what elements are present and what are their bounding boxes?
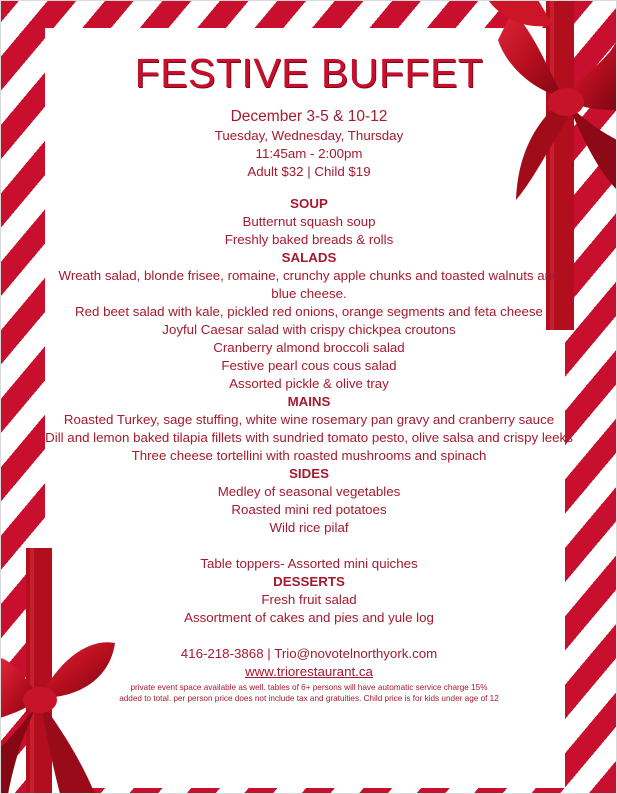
menu-item: Roasted mini red potatoes bbox=[231, 502, 387, 517]
menu-item: Wreath salad, blonde frisee, romaine, crunchy apple chunks and toasted walnuts and blue cheese. bbox=[58, 268, 560, 301]
menu-item: Festive pearl cous cous salad bbox=[221, 358, 397, 373]
menu-item: Wild rice pilaf bbox=[269, 520, 349, 535]
menu-item: Dill and lemon baked tilapia fillets with sundried tomato pesto, olive salsa and crispy leeks bbox=[45, 430, 573, 445]
footnote: private event space available as well. tables of 6+ persons will have automatic service charge 15% added to total. per person price does not include tax and gratuities. Child price is for kids under age of 12 bbox=[119, 683, 499, 703]
menu-item: Roasted Turkey, sage stuffing, white wine rosemary pan gravy and cranberry sauce bbox=[63, 412, 555, 427]
menu-item: Cranberry almond broccoli salad bbox=[213, 340, 405, 355]
section-heading-soup: SOUP bbox=[290, 196, 328, 211]
section-heading-desserts: DESSERTS bbox=[273, 574, 345, 589]
menu-item: Joyful Caesar salad with crispy chickpea croutons bbox=[162, 322, 456, 337]
section-heading-sides: SIDES bbox=[289, 466, 329, 481]
menu-item: Fresh fruit salad bbox=[261, 592, 357, 607]
website-link[interactable]: www.triorestaurant.ca bbox=[245, 664, 373, 679]
menu-item: Freshly baked breads & rolls bbox=[224, 232, 394, 247]
event-dates: December 3-5 & 10-12 bbox=[230, 108, 388, 125]
menu-content bbox=[45, 48, 573, 704]
menu-item: Butternut squash soup bbox=[242, 214, 376, 229]
menu-item: Three cheese tortellini with roasted mushrooms and spinach bbox=[131, 448, 487, 463]
menu-item: Assortment of cakes and pies and yule log bbox=[184, 610, 434, 625]
menu-item: Red beet salad with kale, pickled red onions, orange segments and feta cheese bbox=[75, 304, 543, 319]
event-price: Adult $32 | Child $19 bbox=[247, 164, 371, 179]
event-time: 11:45am - 2:00pm bbox=[255, 146, 363, 161]
event-days: Tuesday, Wednesday, Thursday bbox=[214, 128, 404, 143]
menu-item: Assorted pickle & olive tray bbox=[229, 376, 389, 391]
menu-item: Medley of seasonal vegetables bbox=[217, 484, 401, 499]
section-heading-mains: MAINS bbox=[287, 394, 331, 409]
page-title: FESTIVE BUFFET bbox=[134, 50, 484, 96]
section-heading-salads: SALADS bbox=[281, 250, 337, 265]
contact-info: 416-218-3868 | Trio@novotelnorthyork.com bbox=[180, 646, 438, 661]
table-toppers: Table toppers- Assorted mini quiches bbox=[200, 556, 418, 571]
